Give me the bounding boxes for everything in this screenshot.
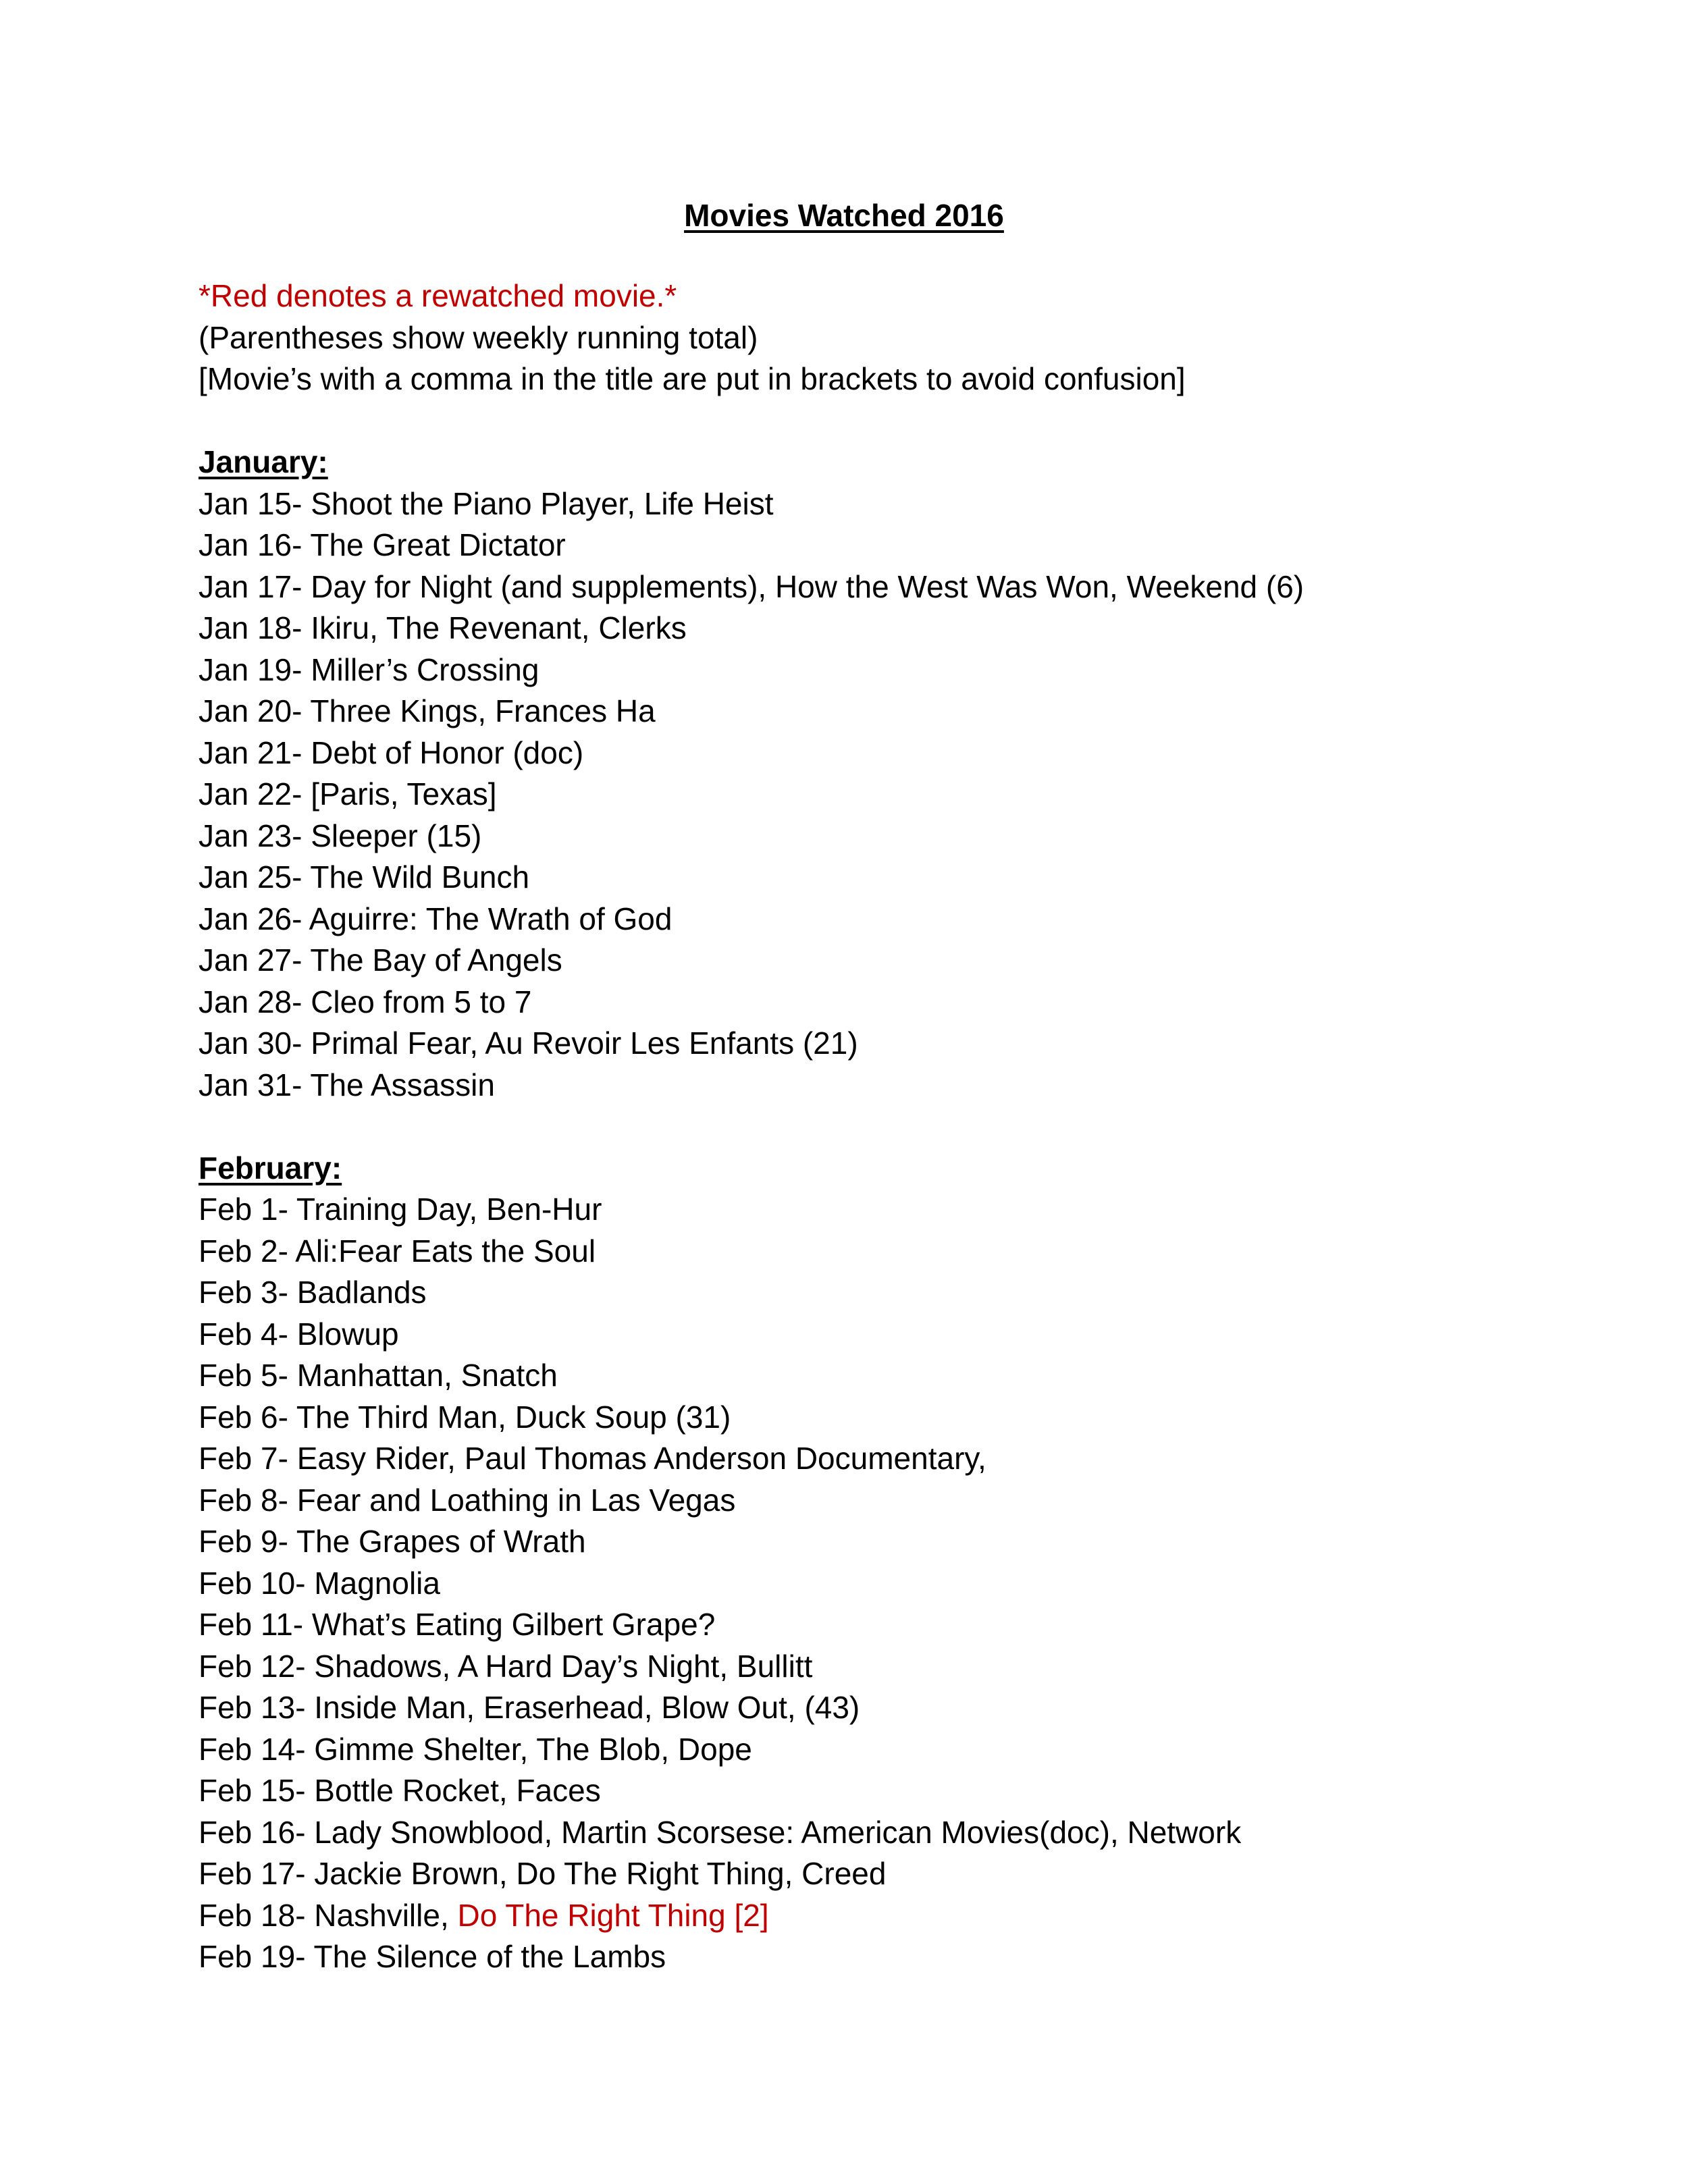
rewatch-legend-note: *Red denotes a rewatched movie.* xyxy=(199,278,677,313)
list-item: Jan 22- [Paris, Texas] xyxy=(199,776,497,811)
list-item: Jan 21- Debt of Honor (doc) xyxy=(199,735,584,770)
list-item: Feb 15- Bottle Rocket, Faces xyxy=(199,1773,601,1808)
list-item: Feb 11- What’s Eating Gilbert Grape? xyxy=(199,1607,716,1642)
brackets-note: [Movie’s with a comma in the title are put in brackets to avoid confusion] xyxy=(199,361,1186,396)
list-item: Feb 14- Gimme Shelter, The Blob, Dope xyxy=(199,1731,752,1767)
list-item: Jan 18- Ikiru, The Revenant, Clerks xyxy=(199,610,687,645)
list-item: Jan 26- Aguirre: The Wrath of God xyxy=(199,901,672,936)
list-item: Feb 10- Magnolia xyxy=(199,1565,440,1601)
list-item: Feb 16- Lady Snowblood, Martin Scorsese: American Movies(doc), Network xyxy=(199,1814,1242,1850)
list-item: Feb 9- The Grapes of Wrath xyxy=(199,1524,586,1559)
document-body xyxy=(199,275,1549,1978)
list-item: Feb 3- Badlands xyxy=(199,1275,427,1310)
list-item: Jan 20- Three Kings, Frances Ha xyxy=(199,693,656,728)
list-item: Feb 17- Jackie Brown, Do The Right Thing, Creed xyxy=(199,1856,887,1891)
list-item: Feb 6- The Third Man, Duck Soup (31) xyxy=(199,1399,731,1435)
list-item: Jan 31- The Assassin xyxy=(199,1067,495,1102)
list-item: Feb 4- Blowup xyxy=(199,1316,399,1352)
spacer xyxy=(199,400,1549,442)
list-item: Feb 7- Easy Rider, Paul Thomas Anderson Documentary, xyxy=(199,1441,986,1476)
feb-18-prefix: Feb 18- Nashville, xyxy=(199,1897,458,1933)
list-item: Jan 30- Primal Fear, Au Revoir Les Enfants (21) xyxy=(199,1026,858,1061)
list-item: Jan 17- Day for Night (and supplements), How the West Was Won, Weekend (6) xyxy=(199,568,1304,604)
spacer xyxy=(199,1106,1549,1148)
list-item: Feb 8- Fear and Loathing in Las Vegas xyxy=(199,1482,736,1518)
list-item: Feb 1- Training Day, Ben-Hur xyxy=(199,1192,602,1227)
list-item: Feb 2- Ali:Fear Eats the Soul xyxy=(199,1233,596,1269)
document-title: Movies Watched 2016 xyxy=(684,198,1004,233)
list-item: Jan 15- Shoot the Piano Player, Life Heist xyxy=(199,485,774,521)
list-item: Jan 27- The Bay of Angels xyxy=(199,942,562,978)
list-item: Feb 13- Inside Man, Eraserhead, Blow Out, (43) xyxy=(199,1690,860,1725)
list-item: Feb 12- Shadows, A Hard Day’s Night, Bullitt xyxy=(199,1648,813,1684)
running-total-note: (Parentheses show weekly running total) xyxy=(199,319,758,355)
list-item: Feb 19- The Silence of the Lambs xyxy=(199,1939,666,1974)
rewatch-entry: Do The Right Thing [2] xyxy=(457,1897,769,1933)
february-heading: February: xyxy=(199,1150,342,1186)
list-item: Feb 5- Manhattan, Snatch xyxy=(199,1358,558,1393)
list-item: Jan 25- The Wild Bunch xyxy=(199,859,530,895)
list-item: Jan 23- Sleeper (15) xyxy=(199,818,482,853)
list-item: Jan 28- Cleo from 5 to 7 xyxy=(199,984,532,1019)
list-item: Jan 16- The Great Dictator xyxy=(199,527,566,562)
list-item: Jan 19- Miller’s Crossing xyxy=(199,651,539,687)
january-heading: January: xyxy=(199,444,328,479)
list-item-feb-18 xyxy=(199,1895,1549,1937)
